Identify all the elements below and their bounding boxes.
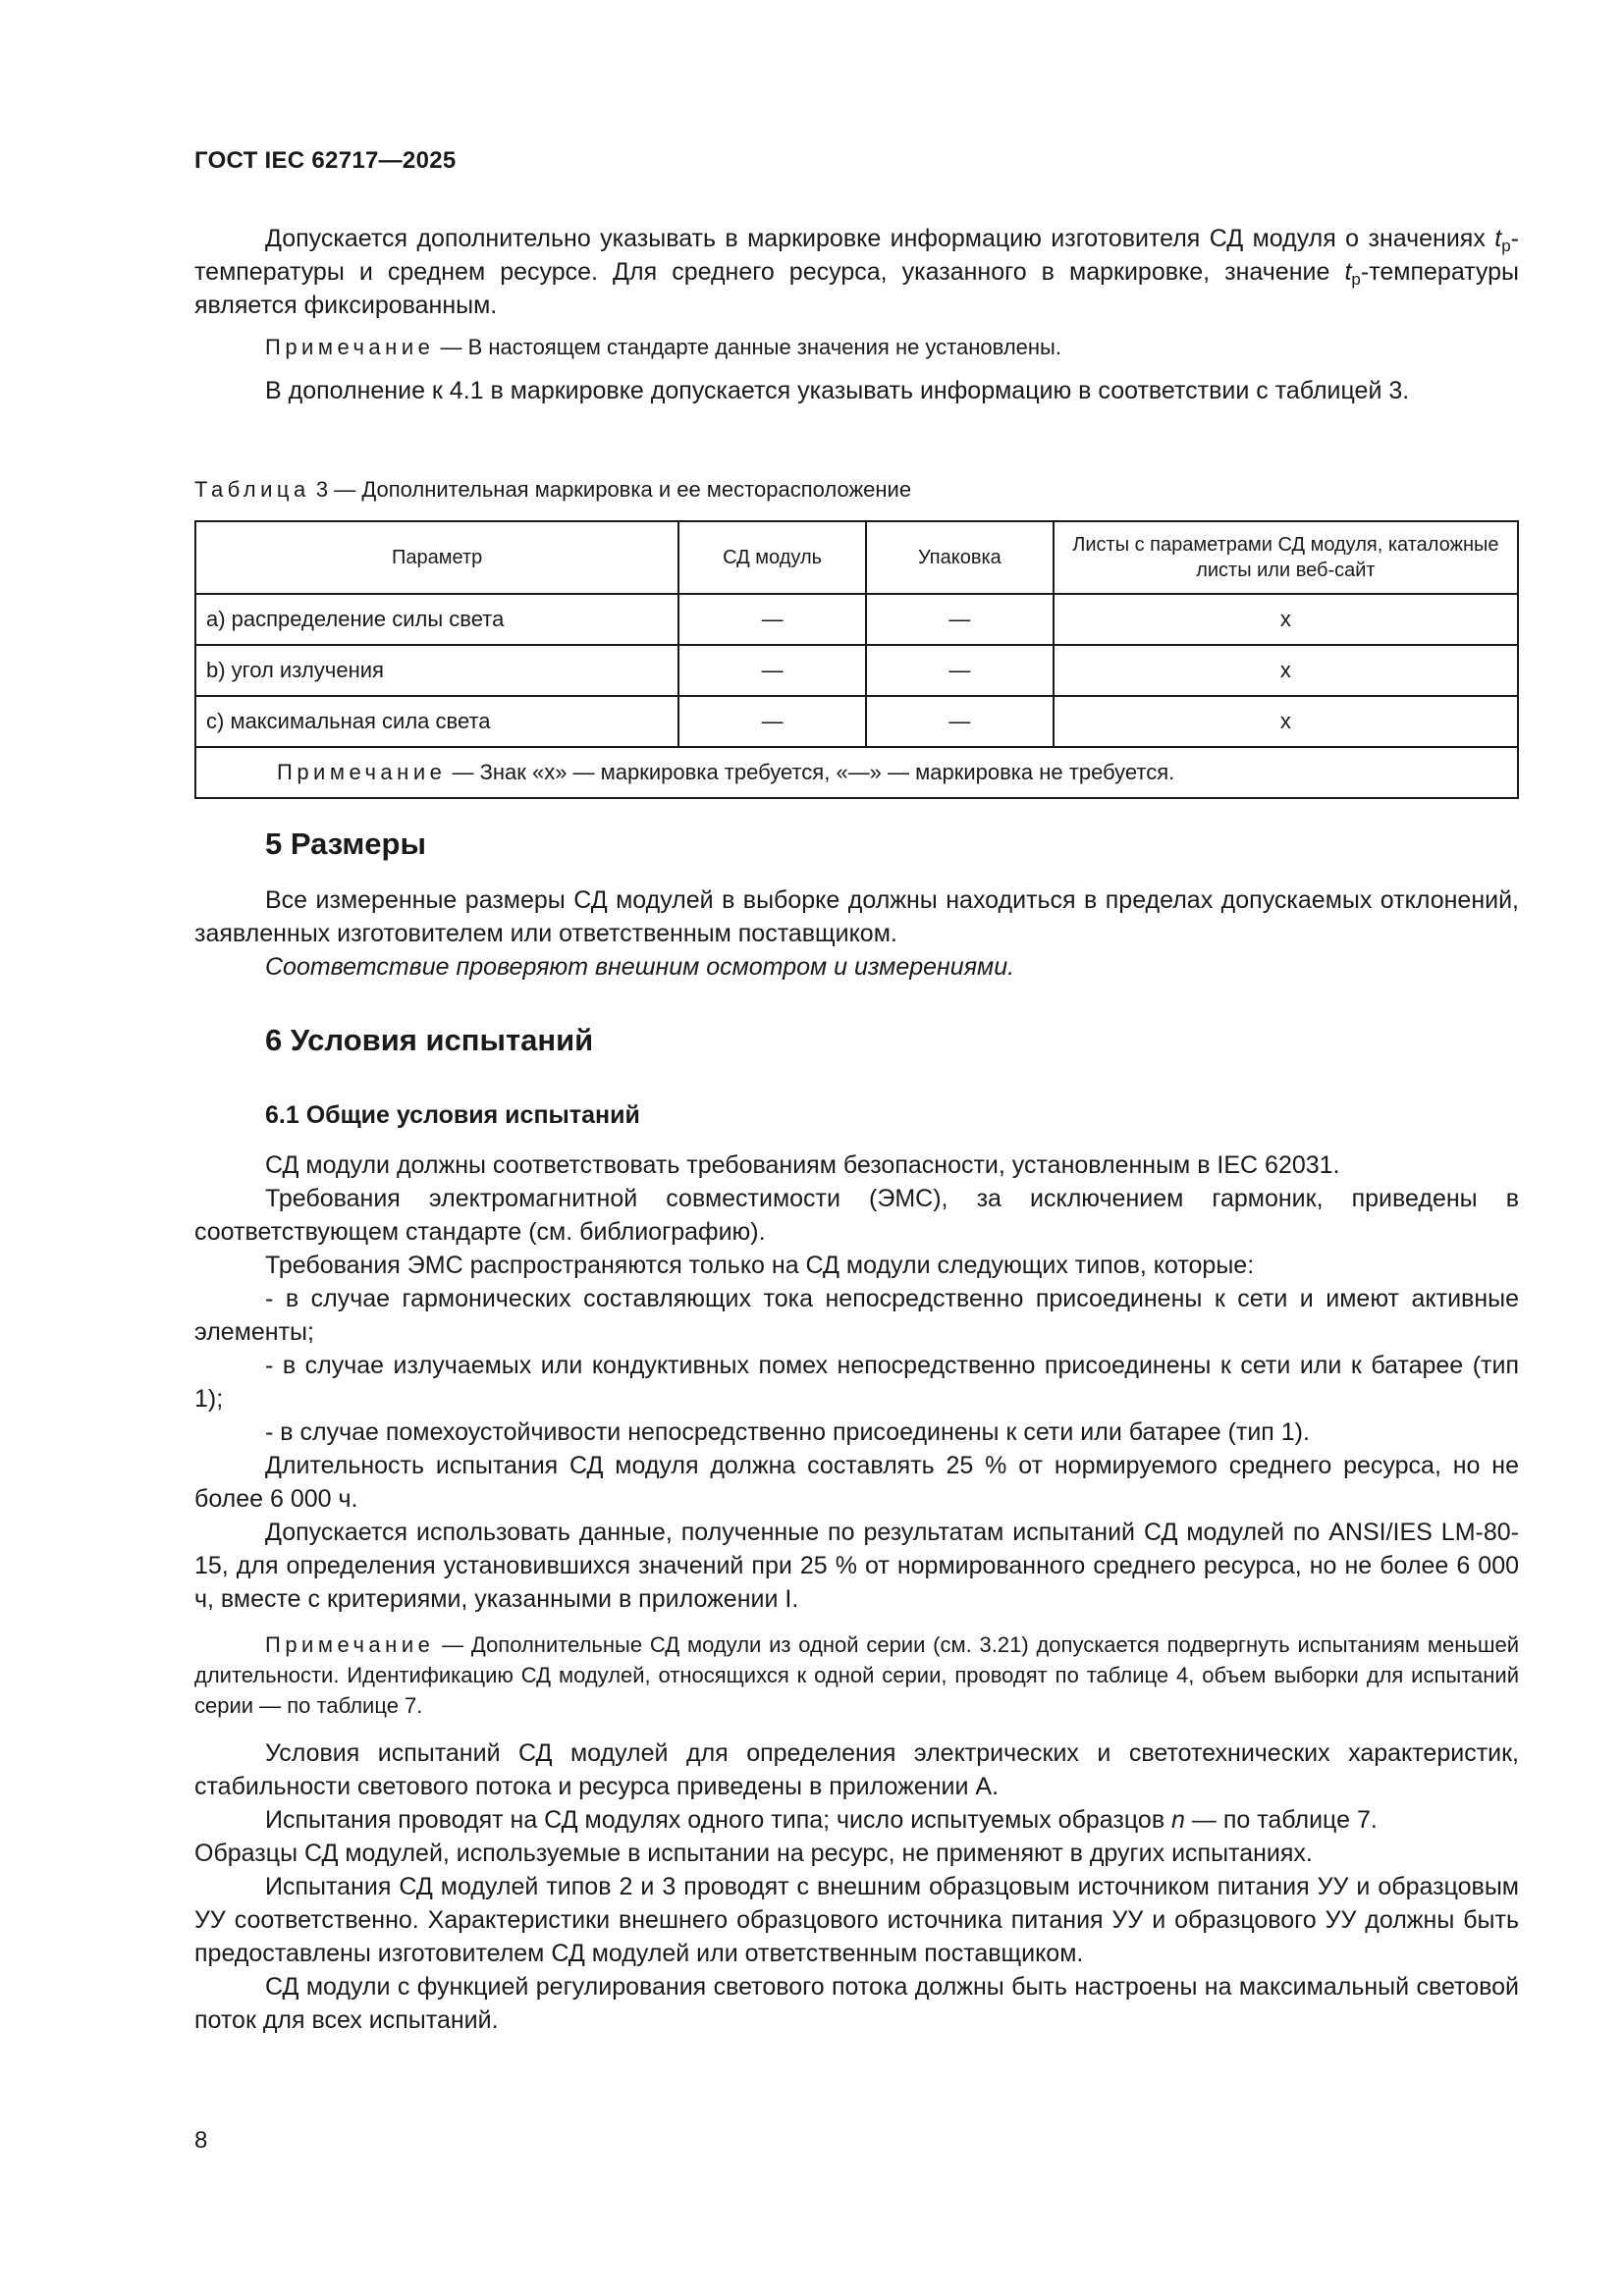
p-subscript: p — [1351, 270, 1361, 289]
section6-list-item: - в случае помехоустойчивости непосредственно присоединены к сети или батарее (тип 1). — [265, 1418, 1310, 1446]
section6-heading: 6 Условия испытаний — [265, 1023, 594, 1057]
table-note-cell — [195, 747, 1518, 798]
caption-label: Таблица — [194, 477, 310, 502]
page-number: 8 — [194, 2127, 208, 2154]
section6-list-item: - в случае гармонических составляющих тока непосредственно присоединены к сети и имеют активные элементы; — [194, 1285, 1519, 1346]
intro-paragraph-2: В дополнение к 4.1 в маркировке допускается указывать информацию в соответствии с таблицей 3. — [265, 377, 1410, 404]
header-cell: СД модуль — [678, 521, 866, 594]
section6-paragraph: Допускается использовать данные, полученные по результатам испытаний СД модулей по ANSI/IES LM-80-15, для определения установившихся значений при 25 % от нормированного среднего ресурса, но не более 6 000 ч, вместе с критериями, указанными в приложении I. — [194, 1519, 1519, 1613]
section5-body — [194, 883, 1519, 984]
intro-note — [194, 332, 1519, 362]
table-cell: х — [1054, 696, 1518, 747]
table-cell: — — [866, 594, 1054, 645]
section5-paragraph: Все измеренные размеры СД модулей в выборке должны находиться в пределах допускаемых отклонений, заявленных изготовителем или ответственным поставщиком. — [194, 886, 1519, 947]
section6-paragraph — [194, 1803, 1519, 1837]
header-cell: Листы с параметрами СД модуля, каталожные листы или веб-сайт — [1054, 521, 1518, 594]
text-run: -температуры является фиксированным. — [194, 258, 1519, 319]
table-row — [195, 696, 1518, 747]
p-subscript: p — [1501, 237, 1511, 255]
caption-text: 3 — Дополнительная маркировка и ее месторасположение — [309, 477, 912, 502]
section6-paragraph: Требования электромагнитной совместимости (ЭМС), за исключением гармоник, приведены в соответствующем стандарте (см. библиографию). — [194, 1185, 1519, 1246]
intro-block — [194, 222, 1519, 407]
table-header-row — [195, 521, 1518, 594]
table-cell: b) угол излучения — [195, 645, 678, 696]
note-label: Примечание — [277, 760, 447, 784]
text-run: Допускается дополнительно указывать в маркировке информацию изготовителя СД модуля о значениях — [265, 225, 1495, 252]
table-cell: — — [866, 696, 1054, 747]
table-cell: а) распределение силы света — [195, 594, 678, 645]
section6-list-item: - в случае излучаемых или кондуктивных помех непосредственно присоединены к сети или к батарее (тип 1); — [194, 1352, 1519, 1413]
table-cell: х — [1054, 645, 1518, 696]
t-symbol: t — [1344, 258, 1352, 286]
note-label: Примечание — [265, 335, 435, 359]
section6-note — [194, 1629, 1519, 1721]
table-row — [195, 645, 1518, 696]
section6-paragraph: Длительность испытания СД модуля должна составлять 25 % от нормируемого среднего ресурса, но не более 6 000 ч. — [194, 1452, 1519, 1513]
table-cell: — — [678, 696, 866, 747]
note-text: — В настоящем стандарте данные значения не установлены. — [434, 335, 1061, 359]
table3-wrapper — [194, 520, 1519, 799]
table-cell: с) максимальная сила света — [195, 696, 678, 747]
section6-paragraph: СД модули с функцией регулирования светового потока должны быть настроены на максимальный световой поток для всех испытаний. — [194, 1973, 1519, 2034]
section6-paragraph: СД модули должны соответствовать требованиям безопасности, установленным в IEC 62031. — [265, 1151, 1340, 1179]
intro-paragraph-1 — [194, 222, 1519, 322]
subsection-6-1-heading: 6.1 Общие условия испытаний — [265, 1101, 640, 1129]
n-symbol: n — [1171, 1806, 1185, 1834]
header-cell: Параметр — [195, 521, 678, 594]
text-run: -температуры и среднем ресурсе. Для среднего ресурса, указанного в маркировке, значение — [194, 225, 1519, 286]
table-cell: х — [1054, 594, 1518, 645]
section6-paragraph: Требования ЭМС распространяются только на СД модули следующих типов, которые: — [265, 1252, 1255, 1279]
header-cell: Упаковка — [866, 521, 1054, 594]
section5-heading: 5 Размеры — [265, 827, 426, 861]
table3 — [194, 520, 1519, 799]
text-run: — по таблице 7. — [1184, 1806, 1378, 1834]
t-symbol: t — [1494, 225, 1502, 252]
text-run: Испытания проводят на СД модулях одного типа; число испытуемых образцов — [265, 1806, 1172, 1834]
section5-compliance: Соответствие проверяют внешним осмотром и измерениями. — [265, 953, 1015, 981]
note-label: Примечание — [265, 1632, 435, 1657]
table-cell: — — [678, 645, 866, 696]
table-cell: — — [866, 645, 1054, 696]
section6-paragraph: Испытания СД модулей типов 2 и 3 проводят с внешним образцовым источником питания УУ и образцовым УУ соответственно. Характеристики внешнего образцового источника питания УУ и образцового УУ должны быть предоставлены изготовителем СД модулей или ответственным поставщиком. — [194, 1873, 1519, 1967]
note-text: — Дополнительные СД модули из одной серии (см. 3.21) допускается подвергнуть испытаниям меньшей длительности. Идентификацию СД модулей, относящихся к одной серии, проводят по таблице 4, объем выборки для испытаний серии — по таблице 7. — [194, 1632, 1519, 1718]
section6-body — [194, 1148, 1519, 2037]
document-header: ГОСТ IEC 62717—2025 — [194, 147, 457, 174]
table-row — [195, 594, 1518, 645]
note-text: — Знак «х» — маркировка требуется, «—» — маркировка не требуется. — [446, 760, 1175, 784]
table-cell: — — [678, 594, 866, 645]
section6-paragraph: Образцы СД модулей, используемые в испытании на ресурс, не применяют в других испытаниях. — [194, 1840, 1313, 1867]
table3-caption — [194, 475, 1519, 505]
table-note-row — [195, 747, 1518, 798]
section6-paragraph: Условия испытаний СД модулей для определения электрических и светотехнических характеристик, стабильности светового потока и ресурса приведены в приложении А. — [194, 1739, 1519, 1800]
